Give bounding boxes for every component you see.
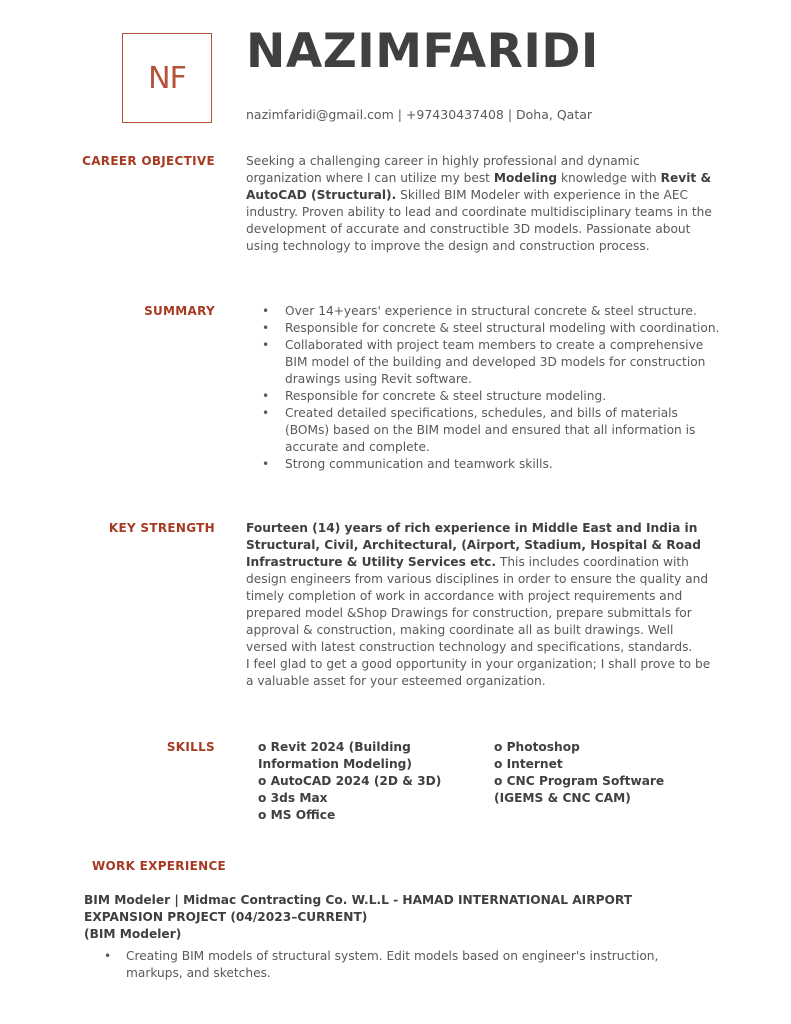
summary-item: • Over 14+years' experience in structural concrete & steel structure. [246, 303, 721, 320]
career-objective-part: Seeking a challenging career in highly professional and dynamic organization where I can utilize my best [246, 154, 640, 185]
summary-item: • Strong communication and teamwork skills. [246, 456, 721, 473]
job-bullet-item: • Creating BIM models of structural system. Edit models based on engineer's instruction, markups, and sketches. [84, 948, 704, 982]
work-experience-heading: WORK EXPERIENCE [92, 859, 227, 873]
key-strength-text [246, 520, 718, 690]
contact-info: nazimfaridi@gmail.com | +97430437408 | Doha, Qatar [246, 107, 593, 122]
key-strength-heading: KEY STRENGTH [108, 521, 215, 535]
summary-heading: SUMMARY [144, 304, 215, 318]
career-objective-text [246, 153, 716, 255]
key-strength-paragraph [246, 520, 718, 656]
monogram-text: NF [148, 60, 186, 96]
job-bullet-list [84, 948, 704, 982]
skill-item: o Photoshop [494, 740, 580, 754]
summary-list [246, 303, 721, 473]
skill-item: o Internet [494, 757, 563, 771]
career-objective-part: knowledge with [557, 171, 661, 185]
skills-grid [258, 739, 718, 824]
summary-item: • Collaborated with project team members to create a comprehensive BIM model of the building and developed 3D models for construction drawings using Revit software. [246, 337, 721, 388]
skill-item: o CNC Program Software (IGEMS & CNC CAM) [494, 774, 665, 805]
job-bullets [84, 948, 704, 982]
career-objective-bold: Modeling [493, 171, 558, 185]
skill-item: o Revit 2024 (Building Information Modeling) [258, 740, 412, 771]
skill-item: o MS Office [258, 808, 336, 822]
candidate-name: NAZIMFARIDI [246, 24, 599, 79]
summary-item: • Created detailed specifications, schedules, and bills of materials (BOMs) based on the BIM model and ensured that all information is accurate and complete. [246, 405, 721, 456]
skills-column-1 [258, 739, 494, 824]
monogram-logo [122, 33, 212, 123]
career-objective-bold: Revit & AutoCAD (Structural). [246, 171, 712, 202]
job-role: (BIM Modeler) [84, 927, 182, 941]
skills-heading: SKILLS [166, 740, 215, 754]
summary-item: • Responsible for concrete & steel structure modeling. [246, 388, 721, 405]
career-objective-part: Skilled BIM Modeler with experience in the AEC industry. Proven ability to lead and coordinate multidisciplinary teams in the development of accurate and constructible 3D models. Passionate about using technology to improve the design and construction process. [246, 188, 712, 253]
skills-column-2 [494, 739, 714, 824]
career-objective-heading: CAREER OBJECTIVE [82, 154, 215, 168]
key-strength-bold: Fourteen (14) years of rich experience in Middle East and India in Structural, Civil, Architectural, (Airport, Stadium, Hospital & Road Infrastructure & Utility Services etc. [246, 521, 701, 569]
job-title-line: BIM Modeler | Midmac Contracting Co. W.L.L - HAMAD INTERNATIONAL AIRPORT EXPANSION PROJECT (04/2023–CURRENT) [84, 893, 633, 924]
key-strength-part: This includes coordination with design engineers from various disciplines in order to ensure the quality and timely completion of work in accordance with project requirements and prepared model &Shop Drawings for construction, prepare submittals for approval & construction, making coordinate all as built drawings. Well versed with latest construction technology and specifications, standards. [246, 555, 709, 654]
skill-item: o AutoCAD 2024 (2D & 3D) [258, 774, 442, 788]
job-header [84, 892, 704, 943]
key-strength-closing: I feel glad to get a good opportunity in your organization; I shall prove to be a valuable asset for your esteemed organization. [246, 657, 711, 688]
summary-item: • Responsible for concrete & steel structural modeling with coordination. [246, 320, 721, 337]
skill-item: o 3ds Max [258, 791, 328, 805]
summary-list-container [246, 303, 721, 473]
